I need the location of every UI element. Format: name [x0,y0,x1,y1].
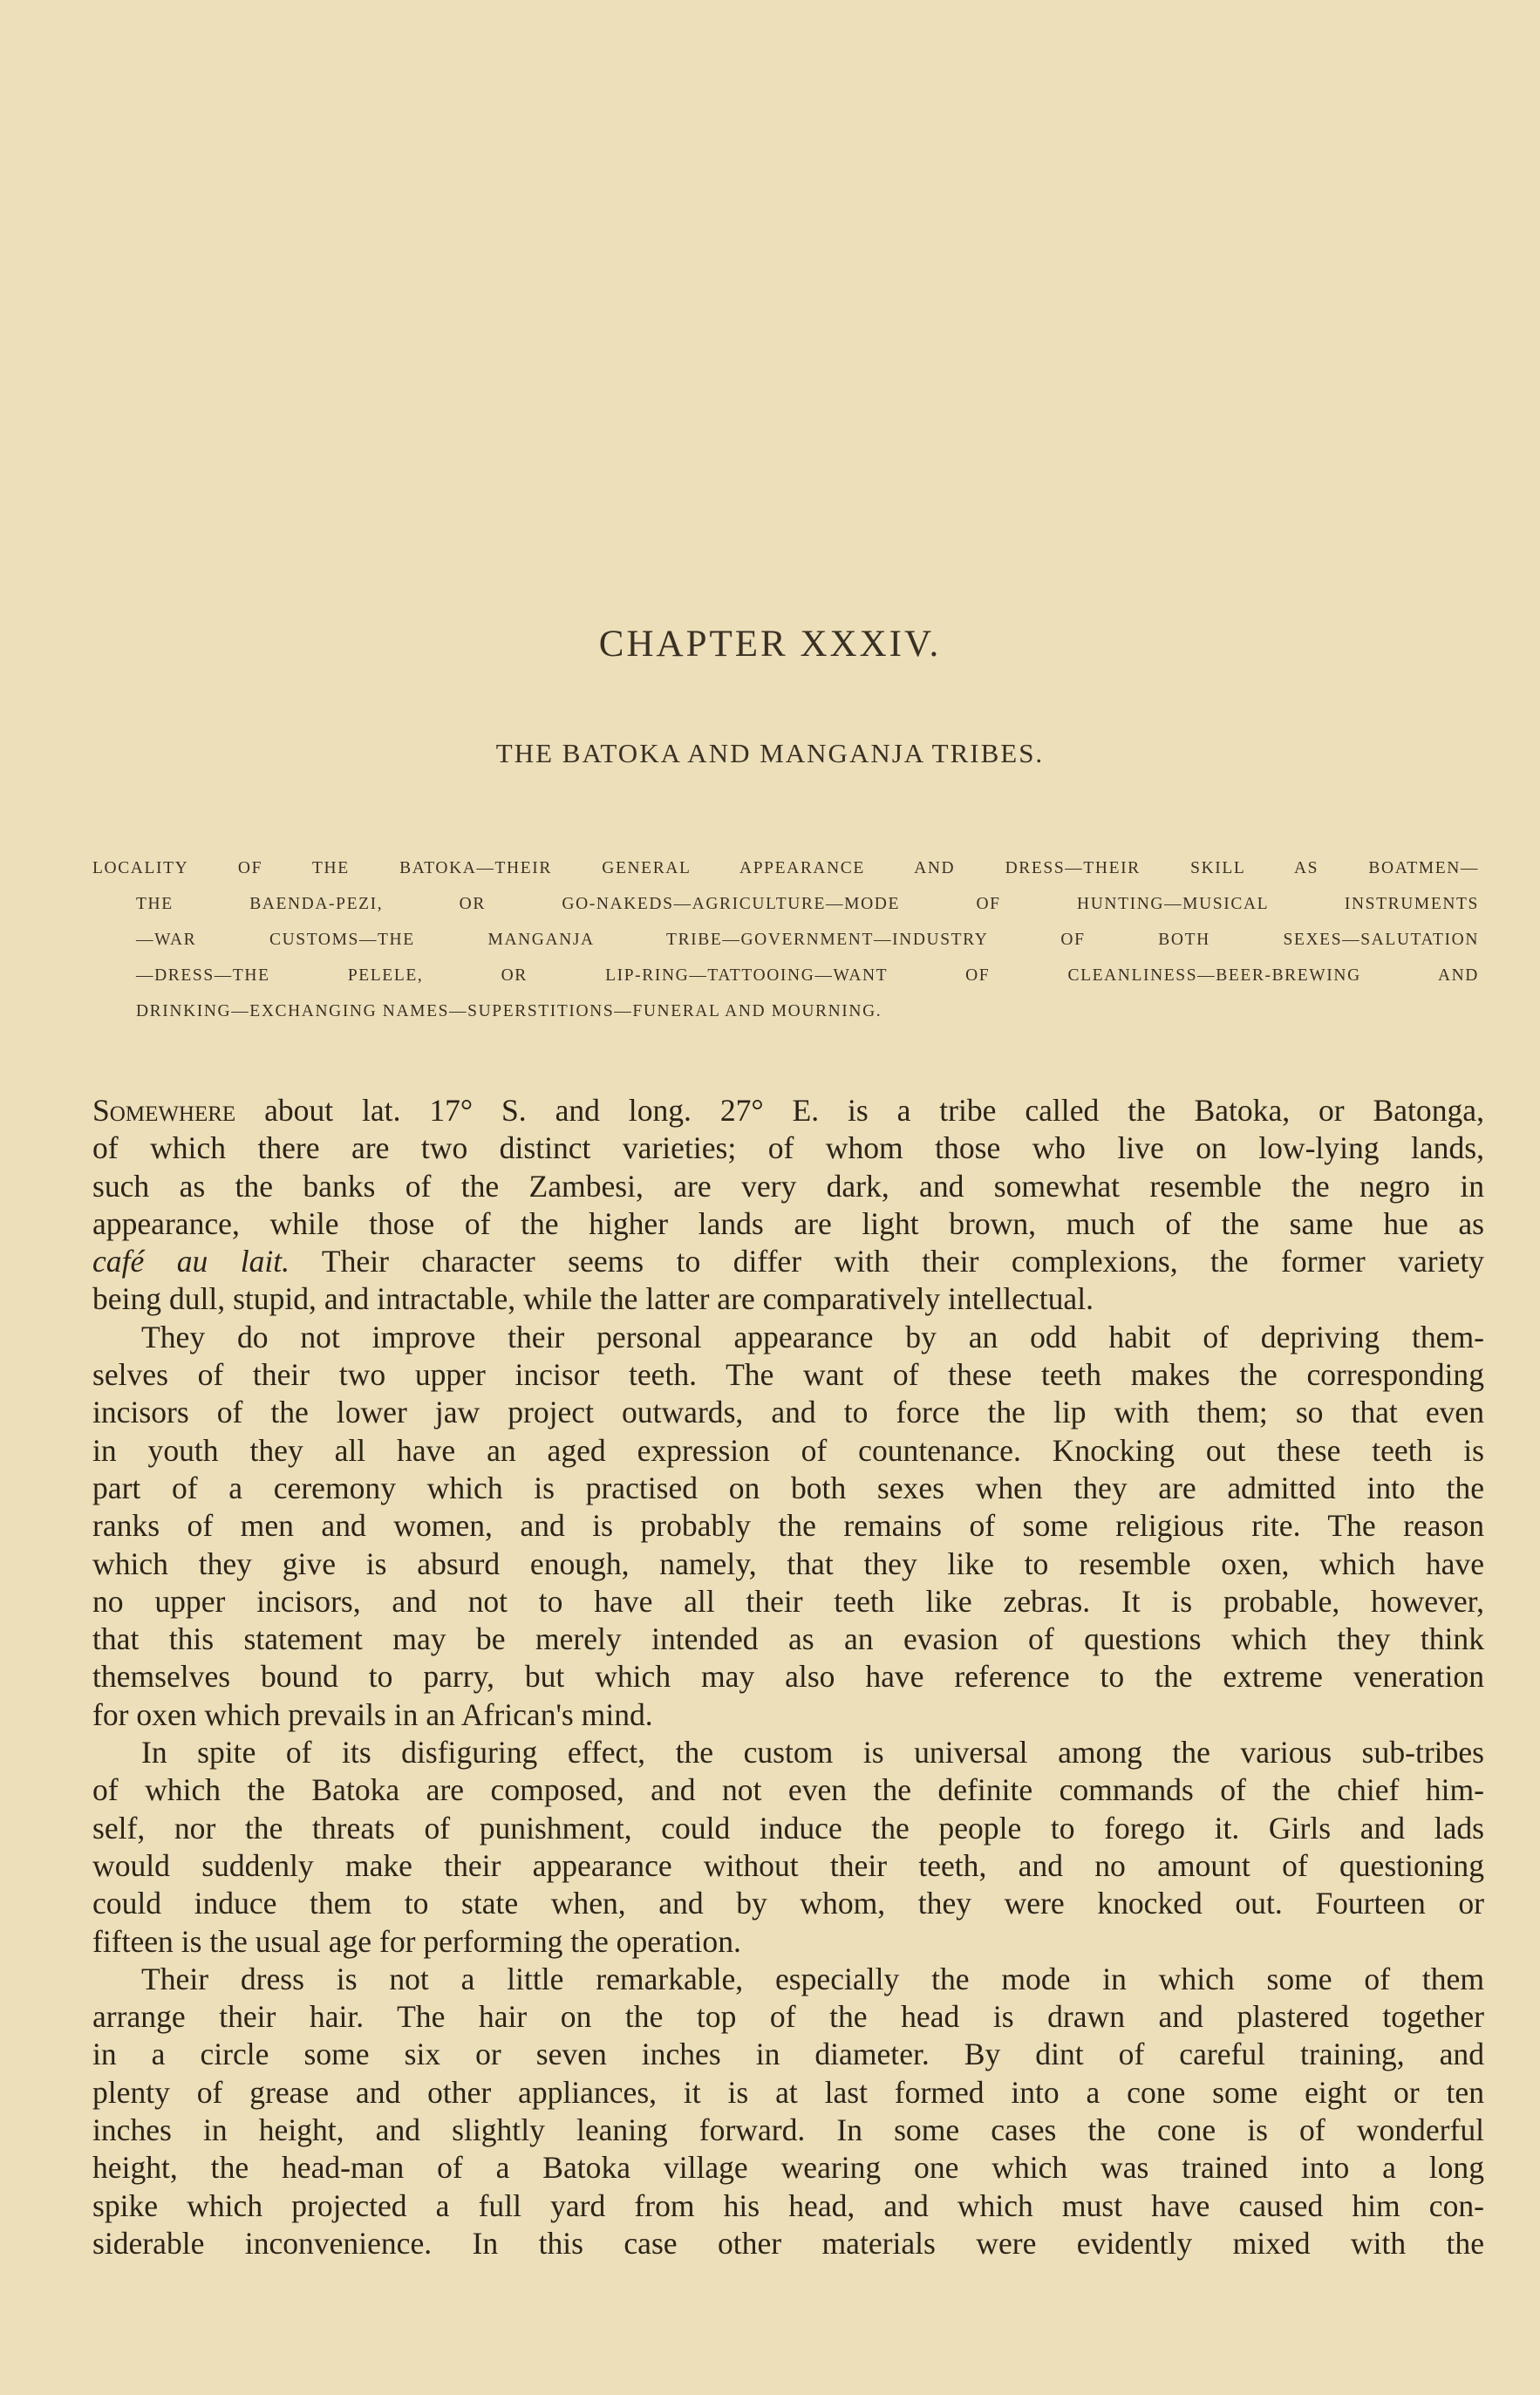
text-line: self, nor the threats of punishment, could induce the people to forego it. Girls and lads [92,1810,1484,1846]
text-line: siderable inconvenience. In this case other materials were evidently mixed with the [92,2225,1484,2261]
text-line: in a circle some six or seven inches in diameter. By dint of careful training, and [92,2037,1484,2072]
text-line: inches in height, and slightly leaning forward. In some cases the cone is of wonderful [92,2112,1484,2148]
text-line: could induce them to state when, and by whom, they were knocked out. Fourteen or [92,1886,1484,1921]
body-text [92,1092,1484,2262]
text-line: that this statement may be merely intended as an evasion of questions which they think [92,1621,1484,1657]
text-line: part of a ceremony which is practised on both sexes when they are admitted into the [92,1470,1484,1505]
lead-word: Somewhere [92,1093,236,1128]
text-line: selves of their two upper incisor teeth. The want of these teeth makes the corresponding [92,1357,1484,1393]
text-fragment: Their character seems to differ with their complexions, the former variety [290,1244,1484,1279]
text-line: ranks of men and women, and is probably the remains of some religious rite. The reason [92,1508,1484,1544]
text-line: such as the banks of the Zambesi, are very dark, and somewhat resemble the negro in [92,1168,1484,1204]
text-line: They do not improve their personal appearance by an odd habit of depriving them- [141,1319,1484,1354]
text-line: Their dress is not a little remarkable, especially the mode in which some of them [141,1961,1484,1996]
text-line: appearance, while those of the higher lands are light brown, much of the same hue as [92,1205,1484,1241]
text-fragment: about lat. 17° S. and long. 27° E. is a tribe called the Batoka, or Batonga, [235,1093,1484,1128]
text-line: arrange their hair. The hair on the top of the head is drawn and plastered together [92,1999,1484,2035]
text-line: incisors of the lower jaw project outwards, and to force the lip with them; so that even [92,1395,1484,1430]
text-line: spike which projected a full yard from his head, and which must have caused him con- [92,2187,1484,2223]
text-line: fifteen is the usual age for performing the operation. [92,1923,741,1959]
text-line: for oxen which prevails in an African's mind. [92,1696,653,1732]
synopsis-line: LOCALITY OF THE BATOKA—THEIR GENERAL APPEARANCE AND DRESS—THEIR SKILL AS BOATMEN— [92,859,1479,877]
text-line [92,1243,1484,1280]
chapter-synopsis [92,850,1479,1029]
text-line: In spite of its disfiguring effect, the custom is universal among the various sub-tribes [141,1735,1484,1771]
paragraph [92,1961,1484,2262]
synopsis-line: —WAR CUSTOMS—THE MANGANJA TRIBE—GOVERNMENT—INDUSTRY OF BOTH SEXES—SALUTATION [136,931,1479,949]
synopsis-line: DRINKING—EXCHANGING NAMES—SUPERSTITIONS—FUNERAL AND MOURNING. [136,1002,882,1020]
text-line: no upper incisors, and not to have all their teeth like zebras. It is probable, however, [92,1583,1484,1619]
synopsis-line: —DRESS—THE PELELE, OR LIP-RING—TATTOOING—WANT OF CLEANLINESS—BEER-BREWING AND [136,966,1479,985]
italic-phrase: café au lait. [92,1244,290,1279]
text-line: of which there are two distinct varieties; of whom those who live on low-lying lands, [92,1130,1484,1166]
text-line: in youth they all have an aged expression of countenance. Knocking out these teeth is [92,1432,1484,1468]
text-line [92,1092,1484,1129]
chapter-subtitle: THE BATOKA AND MANGANJA TRIBES. [495,738,1045,768]
text-line: would suddenly make their appearance without their teeth, and no amount of questioning [92,1847,1484,1883]
chapter-title: CHAPTER XXXIV. [598,624,942,665]
paragraph [92,1092,1484,1319]
text-line: being dull, stupid, and intractable, while the latter are comparatively intellectual. [92,1281,1094,1317]
text-line: of which the Batoka are composed, and not even the definite commands of the chief him- [92,1772,1484,1808]
paragraph [92,1734,1484,1961]
synopsis-line: THE BAENDA-PEZI, OR GO-NAKEDS—AGRICULTURE—MODE OF HUNTING—MUSICAL INSTRUMENTS [136,895,1479,913]
paragraph [92,1319,1484,1734]
text-line: themselves bound to parry, but which may also have reference to the extreme veneration [92,1659,1484,1695]
text-line: which they give is absurd enough, namely, that they like to resemble oxen, which have [92,1545,1484,1581]
text-line: plenty of grease and other appliances, it is at last formed into a cone some eight or ten [92,2074,1484,2110]
text-line: height, the head-man of a Batoka village wearing one which was trained into a long [92,2150,1484,2186]
